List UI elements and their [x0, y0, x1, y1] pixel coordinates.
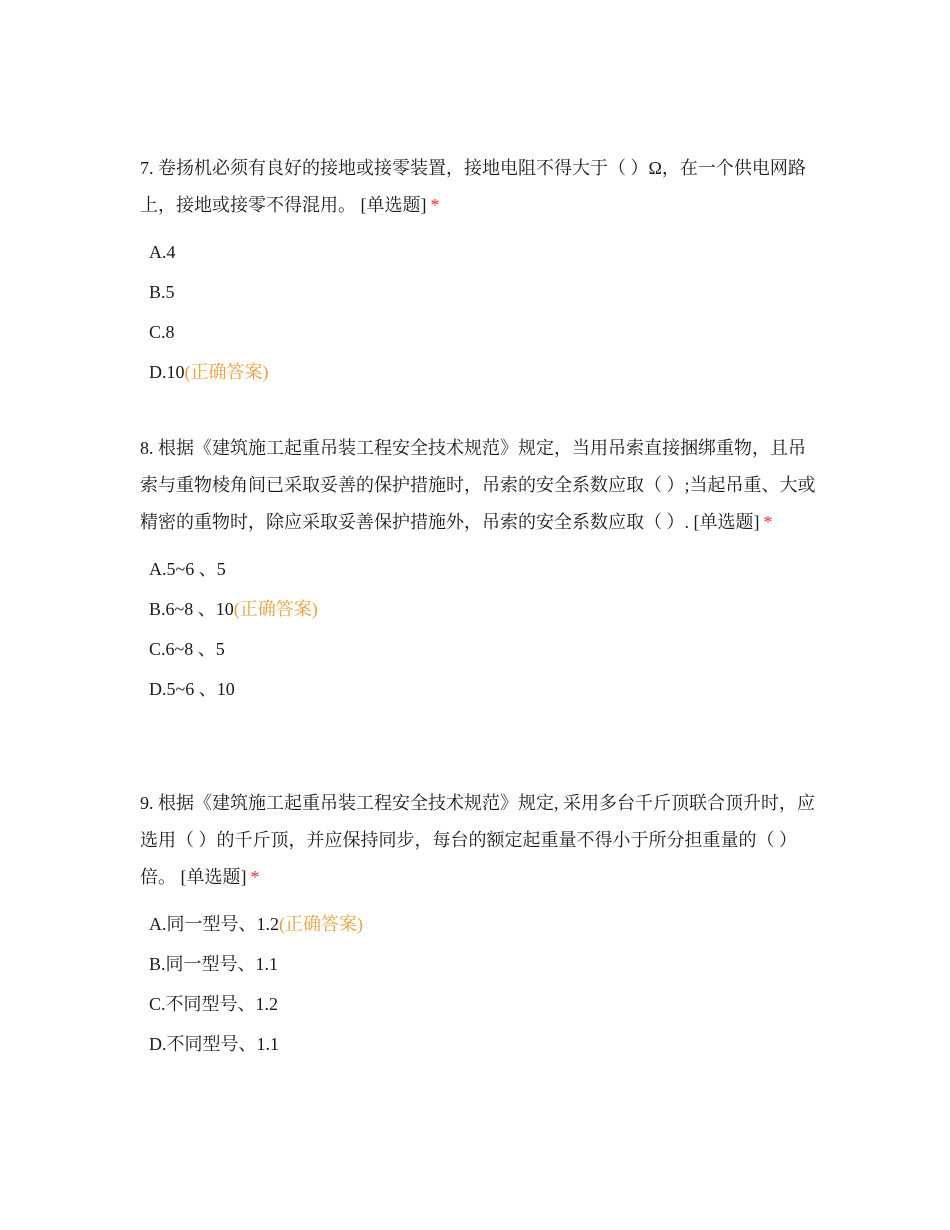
- option-b[interactable]: [149, 944, 820, 984]
- question-9-text: [140, 785, 820, 896]
- option-c[interactable]: [149, 984, 820, 1024]
- option-label: D.不同型号、1.1: [149, 1034, 279, 1054]
- option-label: C.6~8 、5: [149, 639, 225, 659]
- option-d[interactable]: [149, 669, 820, 709]
- required-mark: *: [250, 867, 260, 887]
- question-7-text: [140, 150, 820, 224]
- option-b[interactable]: [149, 272, 820, 312]
- question-9: [140, 785, 820, 1064]
- question-9-body: 9. 根据《建筑施工起重吊装工程安全技术规范》规定, 采用多台千斤顶联合顶升时，应选用（ ）的千斤顶，并应保持同步，每台的额定起重量不得小于所分担重量的（ ）倍。: [140, 793, 815, 887]
- correct-answer-note: (正确答案): [233, 599, 318, 619]
- correct-answer-note: (正确答案): [279, 914, 363, 934]
- question-9-options: [140, 904, 820, 1064]
- option-a[interactable]: [149, 549, 820, 589]
- option-label: B.同一型号、1.1: [149, 954, 279, 974]
- option-label: A.4: [149, 242, 176, 262]
- question-7: [140, 150, 820, 392]
- option-label: B.6~8 、10: [149, 599, 234, 619]
- question-type-tag: [单选题]: [693, 512, 760, 532]
- question-7-body: 7. 卷扬机必须有良好的接地或接零装置，接地电阻不得大于（ ）Ω，在一个供电网路上，接地或接零不得混用。: [140, 158, 806, 215]
- option-label: B.5: [149, 282, 175, 302]
- option-a[interactable]: [149, 904, 820, 944]
- option-d[interactable]: [149, 352, 820, 392]
- required-mark: *: [430, 195, 440, 215]
- option-a[interactable]: [149, 232, 820, 272]
- option-label: D.10: [149, 362, 185, 382]
- question-8-body: 8. 根据《建筑施工起重吊装工程安全技术规范》规定，当用吊索直接捆绑重物，且吊索与重物棱角间已采取妥善的保护措施时，吊索的安全系数应取（ ）;当起吊重、大或精密的重物时，除应采取妥善保护措施外，吊索的安全系数应取（ ）.: [140, 438, 816, 532]
- option-label: A.同一型号、1.2: [149, 914, 279, 934]
- option-label: D.5~6 、10: [149, 679, 235, 699]
- correct-answer-note: (正确答案): [184, 362, 269, 382]
- option-label: C.8: [149, 322, 175, 342]
- option-label: A.5~6 、5: [149, 559, 226, 579]
- option-label: C.不同型号、1.2: [149, 994, 279, 1014]
- question-type-tag: [单选题]: [360, 195, 427, 215]
- option-c[interactable]: [149, 312, 820, 352]
- required-mark: *: [763, 512, 773, 532]
- question-type-tag: [单选题]: [180, 867, 247, 887]
- question-8-text: [140, 430, 820, 541]
- option-c[interactable]: [149, 629, 820, 669]
- question-7-options: [140, 232, 820, 392]
- option-b[interactable]: [149, 589, 820, 629]
- question-8: [140, 430, 820, 709]
- option-d[interactable]: [149, 1024, 820, 1064]
- question-8-options: [140, 549, 820, 709]
